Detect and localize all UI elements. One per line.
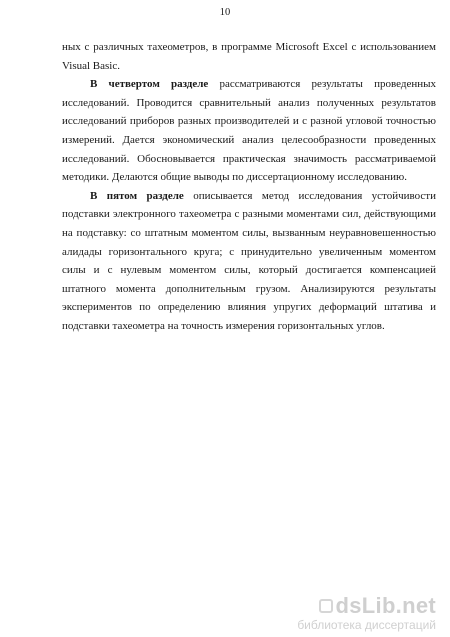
logo-mark-icon bbox=[319, 599, 333, 613]
paragraph-continuation bbox=[62, 38, 436, 75]
paragraph-text: рассматриваются результаты проведенных исследований. Проводится сравнительный анализ полученных результатов исследований приборов разных производителей и с разной угловой точностью измерений. Дается экономический анализ целесообразности проведенных исследований. Обосновывается практическая значимость рассматриваемой методики. Делаются общие выводы по диссертационному исследованию. bbox=[62, 78, 436, 184]
watermark-logo bbox=[297, 595, 436, 617]
dslib-watermark bbox=[297, 595, 436, 631]
watermark-subtitle: библиотека диссертаций bbox=[297, 618, 436, 632]
watermark-logo-text: dsLib.net bbox=[335, 593, 436, 618]
paragraph-section-5 bbox=[62, 187, 436, 336]
body-text bbox=[62, 38, 436, 336]
paragraph-text: описывается метод исследования устойчивости подставки электронного тахеометра с разными моментами сил, действующими на подставку: со штатным моментом силы, вызванным неуравновешенностью алидады горизонтального круга; с принудительно увеличенным моментом силы и с нулевым моментом силы, который достигается компенсацией штатного момента дополнительным грузом. Анализируются результаты экспериментов по определению влияния упругих деформаций штатива и подставки тахеометра на точность измерения горизонтальных углов. bbox=[62, 189, 436, 332]
section-5-heading: В пятом разделе bbox=[90, 189, 184, 202]
section-4-heading: В четвертом разделе bbox=[90, 78, 209, 91]
page-number: 10 bbox=[219, 7, 231, 18]
paragraph-text: ных с различных тахеометров, в программе Microsoft Excel с использованием Visual Basic. bbox=[62, 41, 436, 72]
paragraph-section-4 bbox=[62, 75, 436, 187]
